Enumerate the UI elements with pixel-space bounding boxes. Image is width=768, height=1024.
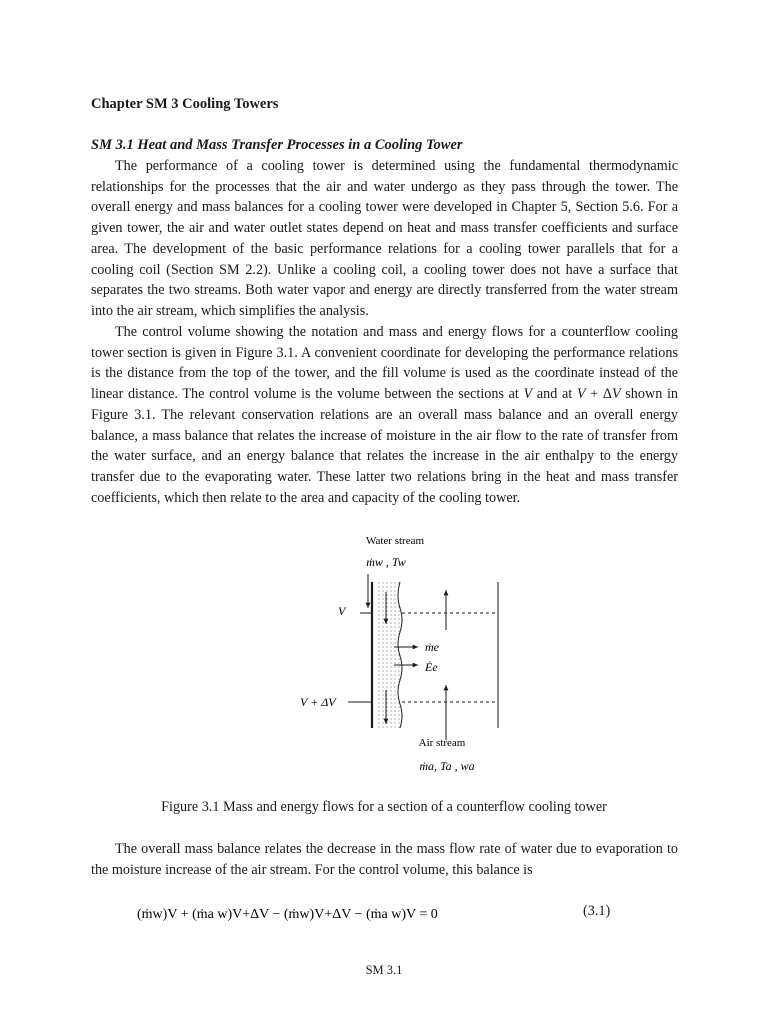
- water-film: [376, 582, 402, 728]
- equation-3-1: [137, 900, 617, 926]
- page-number: SM 3.1: [365, 963, 403, 977]
- v-label: V: [338, 604, 346, 618]
- air-flow-label: ṁa, Ta , wa: [419, 759, 475, 773]
- equation-number: (3.1): [583, 903, 611, 919]
- water-flow-label: ṁw , Tw: [366, 555, 406, 569]
- equation-text: (ṁw)V + (ṁa w)V+ΔV − (ṁw)V+ΔV − (ṁa w)V = 0: [137, 907, 438, 922]
- cooling-tower-figure: [290, 530, 520, 780]
- figure-caption: Figure 3.1 Mass and energy flows for a section of a counterflow cooling tower: [161, 799, 607, 815]
- energy-evap-label: Ėe: [425, 660, 438, 674]
- paragraph-1: The performance of a cooling tower is determined using the fundamental thermodynamic relationships for the processes that the air and water undergo as they pass through the tower. The overall energy and mass balances for a cooling tower were developed in Chapter 5, Section 5.6. For a given tower, the air and water outlet states depend on heat and mass transfer coefficients and surface area. The development of the basic performance relations for a cooling tower parallels that for a cooling coil (Section SM 2.2). Unlike a cooling coil, a cooling tower does not have a surface that separates the two streams. Both water vapor and energy are directly transferred from the water stream into the air stream, which simplifies the analysis.: [91, 158, 678, 319]
- chapter-title: Chapter SM 3 Cooling Towers: [91, 96, 279, 112]
- section-title: SM 3.1 Heat and Mass Transfer Processes in a Cooling Tower: [91, 137, 463, 153]
- v-dv-label: V + ΔV: [300, 695, 336, 709]
- paragraph-3: The overall mass balance relates the decrease in the mass flow rate of water due to evaporation to the moisture increase of the air stream. For the control volume, this balance is: [91, 841, 678, 878]
- air-stream-label: Air stream: [418, 737, 466, 749]
- water-stream-label: Water stream: [365, 535, 425, 547]
- paragraph-2: The control volume showing the notation and mass and energy flows for a counterflow cooling tower section is given in Figure 3.1. A convenient coordinate for developing the performance relations is the distance from the top of the tower, and the fill volume is used as the coordinate instead of the linear distance. The control volume is the volume between the sections at V and at V + ΔV shown in Figure 3.1. The relevant conservation relations are an overall mass balance and an overall energy balance, a mass balance that relates the increase of moisture in the air flow to the rate of transfer from the water surface, and an energy balance that relates the increase in the air enthalpy to the energy transfer due to the evaporating water. These latter two relations bring in the heat and mass transfer coefficients, which then relate to the area and capacity of the cooling tower.: [91, 324, 678, 506]
- mass-evap-label: ṁe: [425, 640, 439, 654]
